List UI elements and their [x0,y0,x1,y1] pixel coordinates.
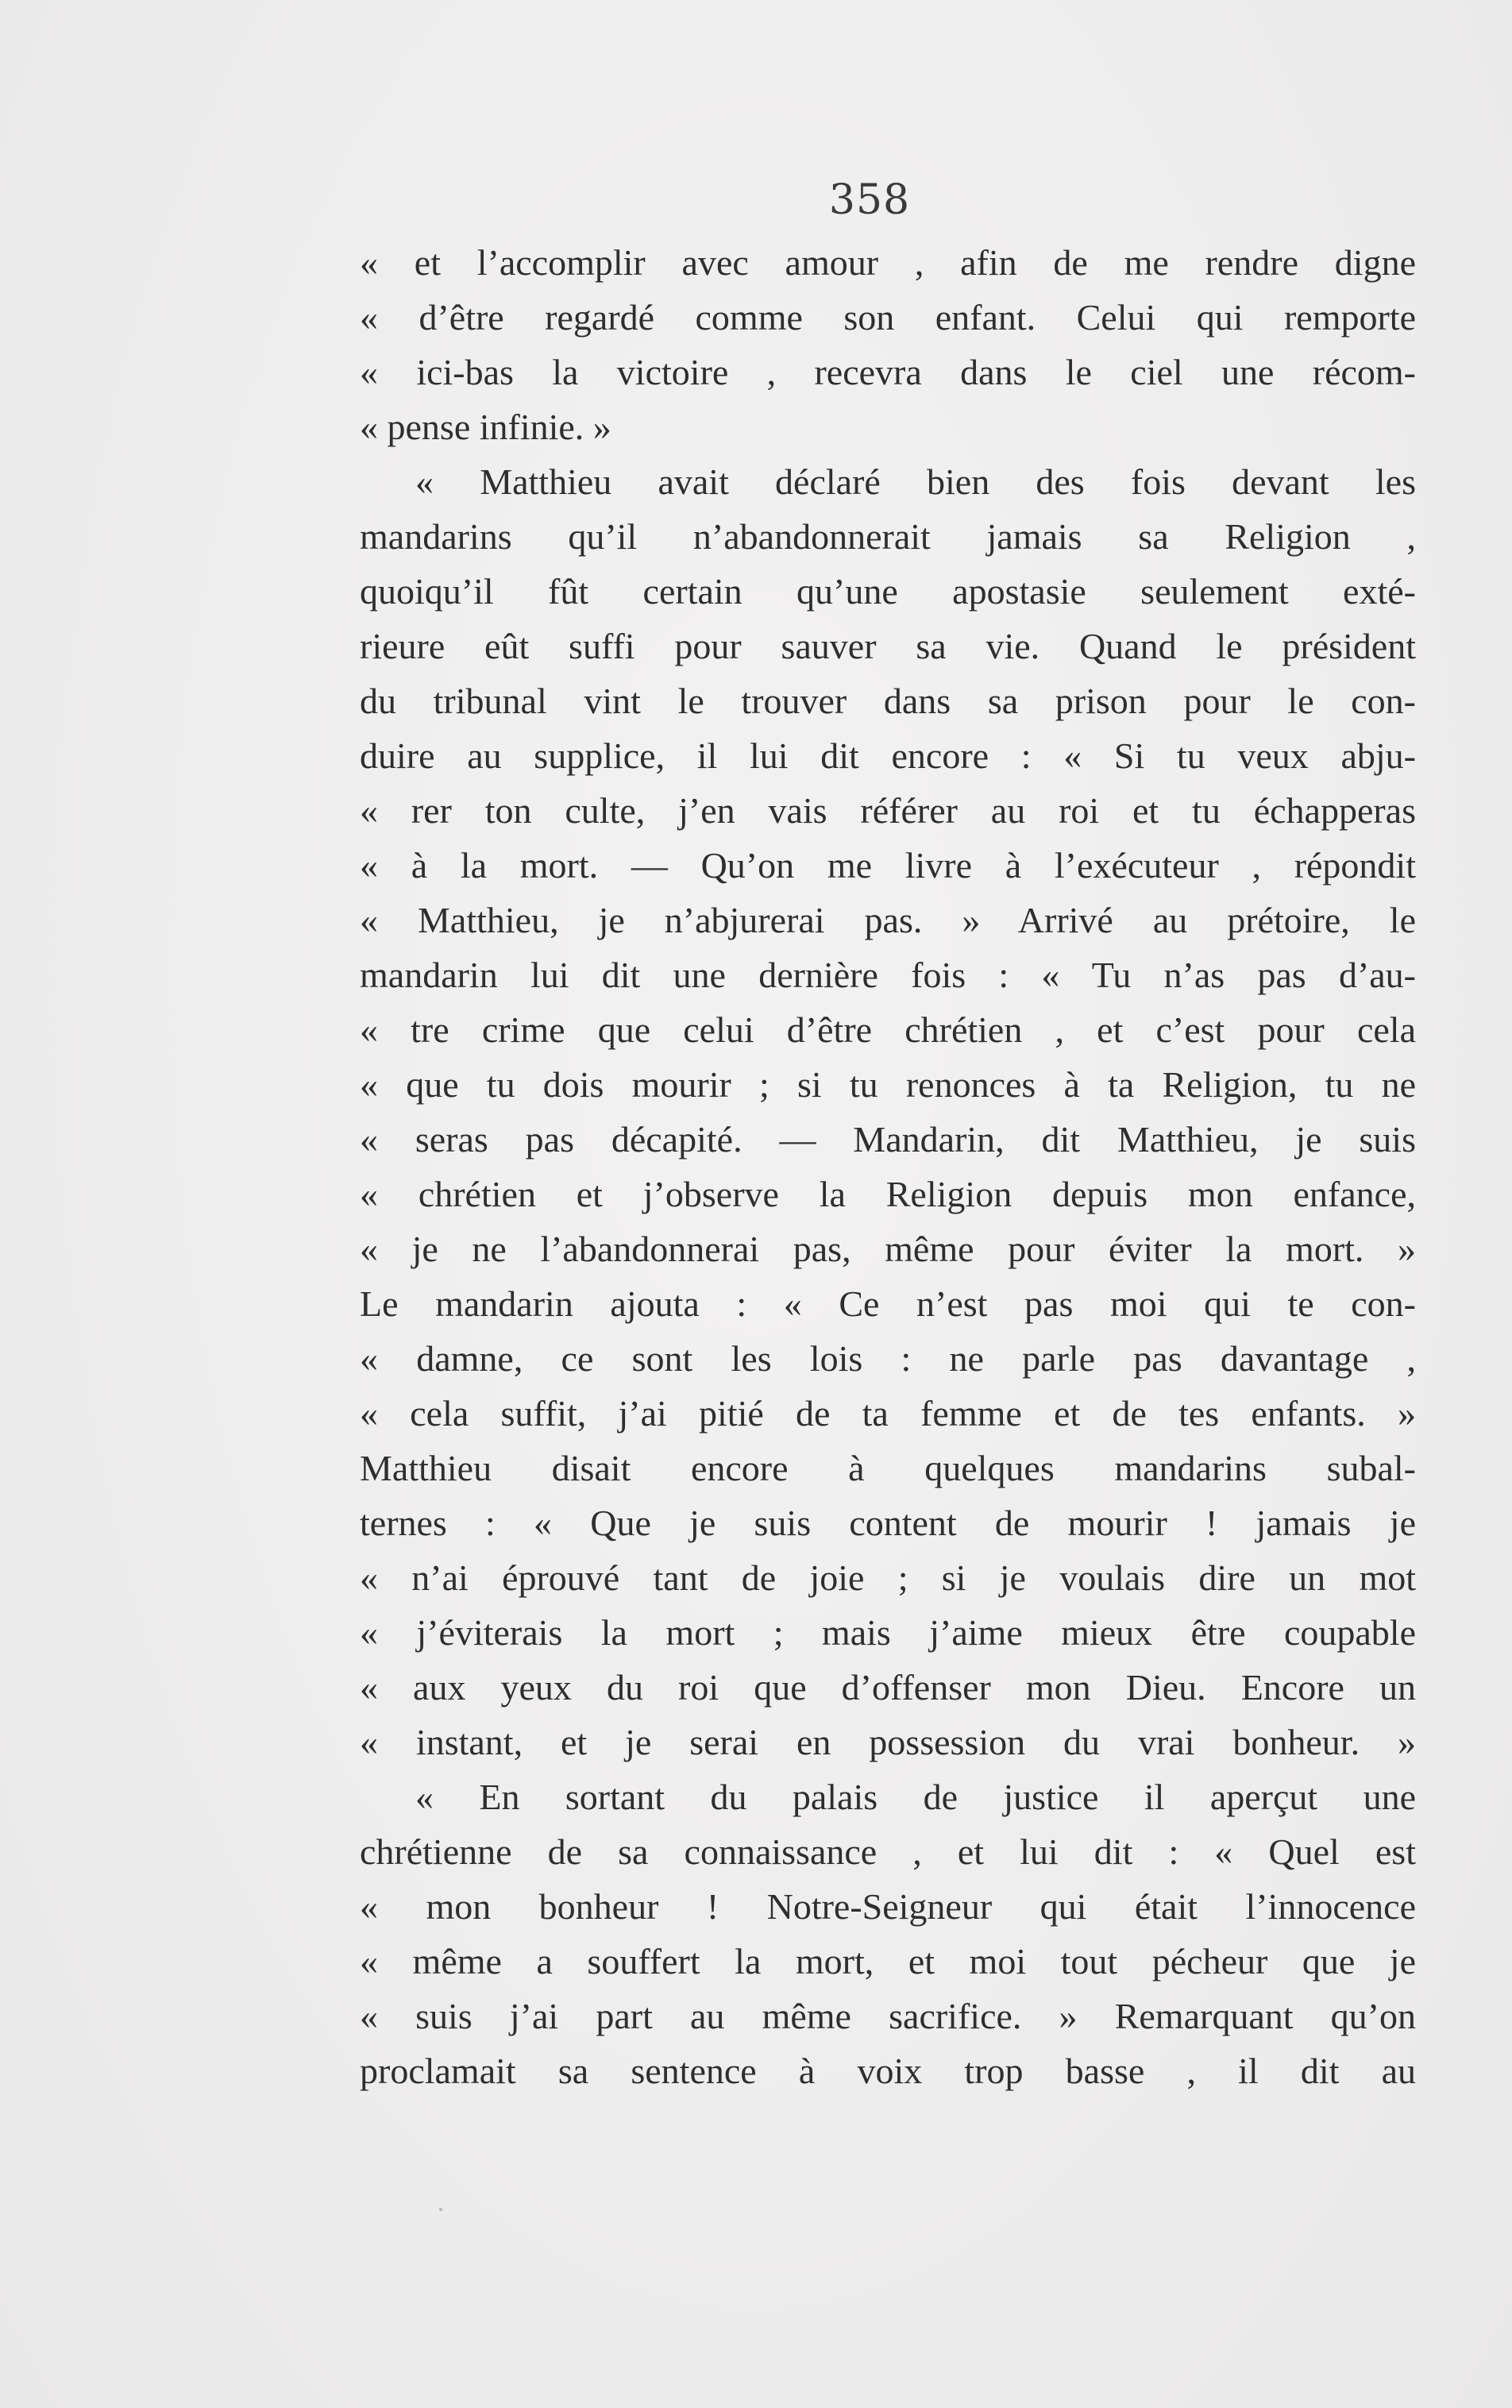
text-line: chrétienne de sa connaissance , et lui dit : « Quel est [360,1831,1416,1872]
text-line: « damne, ce sont les lois : ne parle pas davantage , [360,1338,1416,1379]
text-line: « chrétien et j’observe la Religion depuis mon enfance, [360,1174,1416,1214]
text-line: « tre crime que celui d’être chrétien , et c’est pour cela [360,1009,1416,1050]
paper-speck [439,2208,442,2211]
text-line: « rer ton culte, j’en vais référer au roi et tu échapperas [360,790,1416,831]
text-line: du tribunal vint le trouver dans sa prison pour le con- [360,681,1416,721]
text-line: « Matthieu, je n’abjurerai pas. » Arrivé au prétoire, le [360,900,1416,940]
text-line: « et l’accomplir avec amour , afin de me rendre digne [360,242,1416,283]
text-line: Le mandarin ajouta : « Ce n’est pas moi qui te con- [360,1283,1416,1324]
text-line: « à la mort. — Qu’on me livre à l’exécuteur , répondit [360,845,1416,886]
text-line: « que tu dois mourir ; si tu renonces à ta Religion, tu ne [360,1064,1416,1105]
text-line: « aux yeux du roi que d’offenser mon Dieu. Encore un [360,1667,1416,1708]
text-line: « même a souffert la mort, et moi tout pécheur que je [360,1941,1416,1982]
text-line: rieure eût suffi pour sauver sa vie. Quand le président [360,626,1416,666]
text-line: « je ne l’abandonnerai pas, même pour éviter la mort. » [360,1229,1416,1269]
text-line: « ici-bas la victoire , recevra dans le ciel une récom- [360,352,1416,392]
text-line: mandarins qu’il n’abandonnerait jamais sa Religion , [360,516,1416,557]
text-line: quoiqu’il fût certain qu’une apostasie seulement exté- [360,571,1416,612]
text-line: proclamait sa sentence à voix trop basse , il dit au [360,2051,1416,2091]
text-line: « n’ai éprouvé tant de joie ; si je voulais dire un mot [360,1557,1416,1598]
body-text [360,235,1416,2098]
text-line: « d’être regardé comme son enfant. Celui qui remporte [360,297,1416,338]
text-line: « Matthieu avait déclaré bien des fois devant les [415,461,1416,502]
text-line: « cela suffit, j’ai pitié de ta femme et de tes enfants. » [360,1393,1416,1434]
text-line: duire au supplice, il lui dit encore : « Si tu veux abju- [360,735,1416,776]
page-number: 358 [828,176,911,224]
text-line: « seras pas décapité. — Mandarin, dit Matthieu, je suis [360,1119,1416,1160]
text-line: « En sortant du palais de justice il aperçut une [415,1777,1416,1817]
text-line: Matthieu disait encore à quelques mandarins subal- [360,1448,1416,1488]
text-line: « suis j’ai part au même sacrifice. » Remarquant qu’on [360,1996,1416,2036]
text-line: « mon bonheur ! Notre-Seigneur qui était l’innocence [360,1886,1416,1927]
text-line: ternes : « Que je suis content de mourir ! jamais je [360,1503,1416,1543]
text-line: « instant, et je serai en possession du vrai bonheur. » [360,1722,1416,1762]
text-line: « j’éviterais la mort ; mais j’aime mieux être coupable [360,1612,1416,1653]
text-line: « pense infinie. » [360,407,611,447]
text-line: mandarin lui dit une dernière fois : « Tu n’as pas d’au- [360,955,1416,995]
